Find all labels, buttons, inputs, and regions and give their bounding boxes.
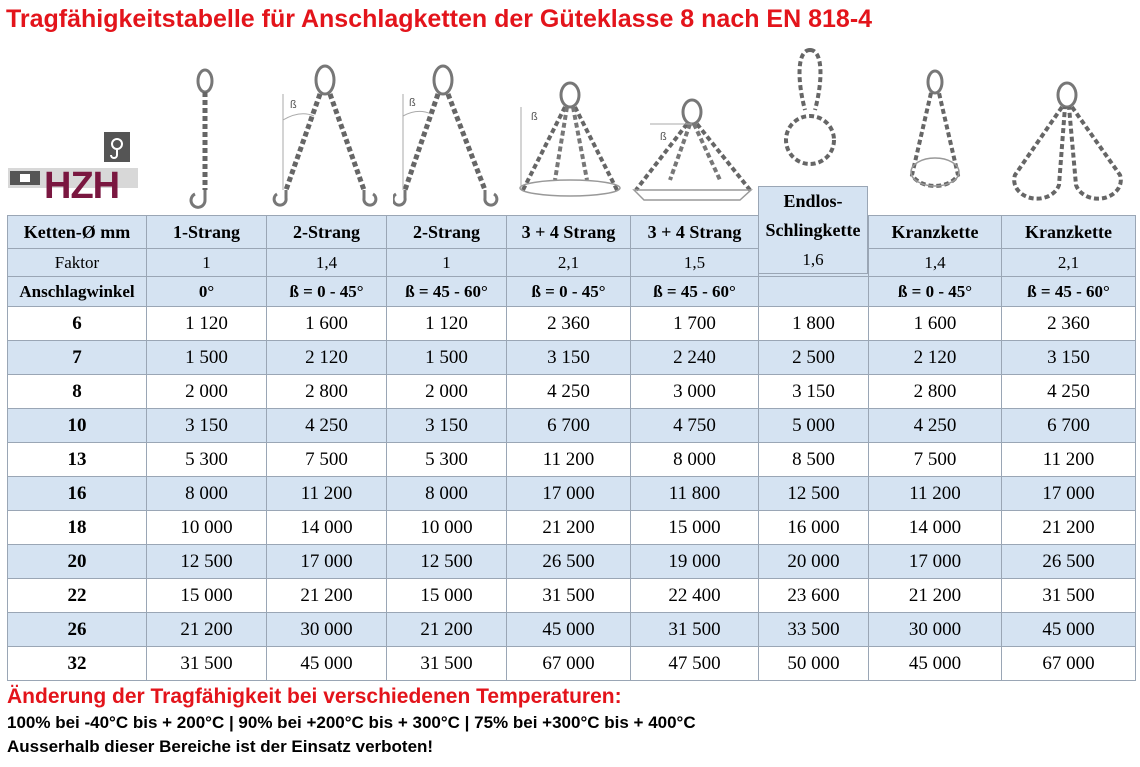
capacity-cell: 1 120 xyxy=(387,307,507,341)
capacity-cell: 21 200 xyxy=(387,613,507,647)
capacity-cell: 30 000 xyxy=(869,613,1002,647)
capacity-cell: 6 700 xyxy=(507,409,631,443)
col-header-3-4-strang-60: 3 + 4 Strang xyxy=(631,216,759,249)
capacity-cell: 7 500 xyxy=(869,443,1002,477)
col-header-endlos-schlingkette xyxy=(758,186,868,274)
capacity-cell: 33 500 xyxy=(759,613,869,647)
capacity-cell: 1 600 xyxy=(869,307,1002,341)
capacity-cell: 50 000 xyxy=(759,647,869,681)
winkel-value: 0° xyxy=(147,277,267,307)
capacity-cell: 1 600 xyxy=(267,307,387,341)
capacity-cell: 11 800 xyxy=(631,477,759,511)
capacity-cell: 11 200 xyxy=(869,477,1002,511)
winkel-value: ß = 45 - 60° xyxy=(387,277,507,307)
capacity-cell: 67 000 xyxy=(1002,647,1136,681)
capacity-cell: 45 000 xyxy=(507,613,631,647)
hzh-logo xyxy=(8,130,138,202)
capacity-cell: 5 000 xyxy=(759,409,869,443)
chain-diameter-cell: 6 xyxy=(8,307,147,341)
four-leg-60-illustration xyxy=(630,40,755,215)
capacity-cell: 8 000 xyxy=(147,477,267,511)
capacity-cell: 22 400 xyxy=(631,579,759,613)
chain-diameter-cell: 20 xyxy=(8,545,147,579)
faktor-label: Faktor xyxy=(8,249,147,277)
angle-symbol: ß xyxy=(531,111,538,123)
table-row xyxy=(8,613,1136,647)
four-leg-45-illustration xyxy=(515,40,625,215)
capacity-cell: 3 150 xyxy=(147,409,267,443)
capacity-cell: 23 600 xyxy=(759,579,869,613)
capacity-cell: 21 200 xyxy=(507,511,631,545)
capacity-cell: 45 000 xyxy=(267,647,387,681)
faktor-value: 1 xyxy=(387,249,507,277)
table-row xyxy=(8,511,1136,545)
chain-diameter-cell: 13 xyxy=(8,443,147,477)
col-header-kranzkette-45: Kranzkette xyxy=(869,216,1002,249)
chain-diameter-cell: 10 xyxy=(8,409,147,443)
capacity-cell: 2 800 xyxy=(267,375,387,409)
capacity-cell: 12 500 xyxy=(147,545,267,579)
capacity-cell: 4 250 xyxy=(1002,375,1136,409)
capacity-cell: 1 500 xyxy=(147,341,267,375)
table-row xyxy=(8,443,1136,477)
winkel-value-empty xyxy=(759,277,869,307)
col-header-kranzkette-60: Kranzkette xyxy=(1002,216,1136,249)
faktor-value: 2,1 xyxy=(507,249,631,277)
faktor-value: 1 xyxy=(147,249,267,277)
capacity-cell: 14 000 xyxy=(869,511,1002,545)
capacity-cell: 8 000 xyxy=(631,443,759,477)
capacity-cell: 17 000 xyxy=(869,545,1002,579)
capacity-cell: 4 750 xyxy=(631,409,759,443)
capacity-cell: 2 000 xyxy=(147,375,267,409)
winkel-value: ß = 0 - 45° xyxy=(267,277,387,307)
capacity-cell: 45 000 xyxy=(1002,613,1136,647)
capacity-cell: 15 000 xyxy=(631,511,759,545)
capacity-cell: 17 000 xyxy=(1002,477,1136,511)
col-header-diameter: Ketten-Ø mm xyxy=(8,216,147,249)
capacity-cell: 1 700 xyxy=(631,307,759,341)
chain-diameter-cell: 16 xyxy=(8,477,147,511)
chain-diameter-cell: 7 xyxy=(8,341,147,375)
faktor-value: 1,5 xyxy=(631,249,759,277)
chain-diameter-cell: 18 xyxy=(8,511,147,545)
capacity-cell: 2 360 xyxy=(1002,307,1136,341)
col-header-1-strang: 1-Strang xyxy=(147,216,267,249)
capacity-cell: 11 200 xyxy=(1002,443,1136,477)
capacity-cell: 14 000 xyxy=(267,511,387,545)
capacity-cell: 17 000 xyxy=(507,477,631,511)
endlos-line1: Endlos- xyxy=(783,191,843,211)
capacity-cell: 17 000 xyxy=(267,545,387,579)
col-header-2-strang-60: 2-Strang xyxy=(387,216,507,249)
col-header-3-4-strang-45: 3 + 4 Strang xyxy=(507,216,631,249)
faktor-value: 2,1 xyxy=(1002,249,1136,277)
capacity-cell: 30 000 xyxy=(267,613,387,647)
two-leg-60-illustration xyxy=(393,40,503,215)
capacity-cell: 21 200 xyxy=(1002,511,1136,545)
winkel-label: Anschlagwinkel xyxy=(8,277,147,307)
capacity-cell: 1 120 xyxy=(147,307,267,341)
capacity-cell: 47 500 xyxy=(631,647,759,681)
capacity-cell: 2 120 xyxy=(267,341,387,375)
capacity-cell: 6 700 xyxy=(1002,409,1136,443)
faktor-value: 1,4 xyxy=(267,249,387,277)
capacity-cell: 10 000 xyxy=(147,511,267,545)
capacity-cell: 31 500 xyxy=(631,613,759,647)
capacity-cell: 4 250 xyxy=(267,409,387,443)
table-row xyxy=(8,341,1136,375)
capacity-cell: 2 120 xyxy=(869,341,1002,375)
capacity-cell: 11 200 xyxy=(267,477,387,511)
angle-symbol: ß xyxy=(409,97,416,109)
capacity-cell: 15 000 xyxy=(147,579,267,613)
header-row-faktor xyxy=(8,249,1136,277)
capacity-cell: 16 000 xyxy=(759,511,869,545)
table-row xyxy=(8,579,1136,613)
capacity-cell: 3 150 xyxy=(387,409,507,443)
winkel-value: ß = 45 - 60° xyxy=(1002,277,1136,307)
endlos-line2: Schlingkette xyxy=(765,220,861,240)
capacity-cell: 12 500 xyxy=(759,477,869,511)
table-row xyxy=(8,477,1136,511)
capacity-cell: 5 300 xyxy=(147,443,267,477)
capacity-cell: 31 500 xyxy=(507,579,631,613)
table-row xyxy=(8,307,1136,341)
temperature-note: Ausserhalb dieser Bereiche ist der Einsatz verboten! xyxy=(7,737,434,756)
capacity-cell: 21 200 xyxy=(869,579,1002,613)
capacity-cell: 45 000 xyxy=(869,647,1002,681)
capacity-cell: 15 000 xyxy=(387,579,507,613)
header-row-winkel xyxy=(8,277,1136,307)
winkel-value: ß = 0 - 45° xyxy=(869,277,1002,307)
header-row-names xyxy=(8,216,1136,249)
capacity-cell: 1 500 xyxy=(387,341,507,375)
capacity-cell: 11 200 xyxy=(507,443,631,477)
col-header-2-strang-45: 2-Strang xyxy=(267,216,387,249)
capacity-cell: 12 500 xyxy=(387,545,507,579)
table-body xyxy=(8,307,1136,681)
capacity-cell: 7 500 xyxy=(267,443,387,477)
capacity-cell: 8 000 xyxy=(387,477,507,511)
capacity-cell: 8 500 xyxy=(759,443,869,477)
capacity-cell: 3 150 xyxy=(759,375,869,409)
capacity-cell: 21 200 xyxy=(267,579,387,613)
table-row xyxy=(8,545,1136,579)
table-row xyxy=(8,409,1136,443)
capacity-cell: 4 250 xyxy=(507,375,631,409)
table-row xyxy=(8,647,1136,681)
capacity-cell: 2 500 xyxy=(759,341,869,375)
capacity-cell: 31 500 xyxy=(387,647,507,681)
capacity-cell: 67 000 xyxy=(507,647,631,681)
capacity-cell: 2 360 xyxy=(507,307,631,341)
endless-sling-illustration xyxy=(775,40,845,175)
chain-diameter-cell: 26 xyxy=(8,613,147,647)
table-row xyxy=(8,375,1136,409)
capacity-cell: 26 500 xyxy=(1002,545,1136,579)
ring-chain-60-illustration xyxy=(1005,40,1130,215)
ring-chain-45-illustration xyxy=(900,40,970,215)
capacity-cell: 1 800 xyxy=(759,307,869,341)
chain-diameter-cell: 8 xyxy=(8,375,147,409)
capacity-cell: 10 000 xyxy=(387,511,507,545)
capacity-cell: 21 200 xyxy=(147,613,267,647)
winkel-value: ß = 0 - 45° xyxy=(507,277,631,307)
single-leg-chain-illustration xyxy=(185,40,225,215)
angle-symbol: ß xyxy=(660,131,667,143)
temperature-heading: Änderung der Tragfähigkeit bei verschiedenen Temperaturen: xyxy=(7,685,622,708)
winkel-value: ß = 45 - 60° xyxy=(631,277,759,307)
capacity-cell: 2 000 xyxy=(387,375,507,409)
temperature-ranges: 100% bei -40°C bis + 200°C | 90% bei +200°C bis + 300°C | 75% bei +300°C bis + 400°C xyxy=(7,713,696,732)
capacity-cell: 31 500 xyxy=(147,647,267,681)
capacity-cell: 2 800 xyxy=(869,375,1002,409)
capacity-cell: 2 240 xyxy=(631,341,759,375)
page-title: Tragfähigkeitstabelle für Anschlagketten der Güteklasse 8 nach EN 818-4 xyxy=(6,5,873,33)
capacity-cell: 20 000 xyxy=(759,545,869,579)
faktor-value: 1,4 xyxy=(869,249,1002,277)
two-leg-45-illustration xyxy=(270,40,380,215)
capacity-cell: 31 500 xyxy=(1002,579,1136,613)
capacity-cell: 4 250 xyxy=(869,409,1002,443)
capacity-cell: 26 500 xyxy=(507,545,631,579)
capacity-cell: 3 000 xyxy=(631,375,759,409)
capacity-cell: 3 150 xyxy=(507,341,631,375)
endlos-faktor: 1,6 xyxy=(802,250,824,269)
chain-diameter-cell: 32 xyxy=(8,647,147,681)
capacity-cell: 5 300 xyxy=(387,443,507,477)
temperature-notes xyxy=(7,683,1135,759)
angle-symbol: ß xyxy=(290,99,297,111)
chain-diameter-cell: 22 xyxy=(8,579,147,613)
capacity-cell: 3 150 xyxy=(1002,341,1136,375)
logo-text: HZH xyxy=(44,165,120,202)
capacity-cell: 19 000 xyxy=(631,545,759,579)
capacity-table xyxy=(7,215,1136,681)
